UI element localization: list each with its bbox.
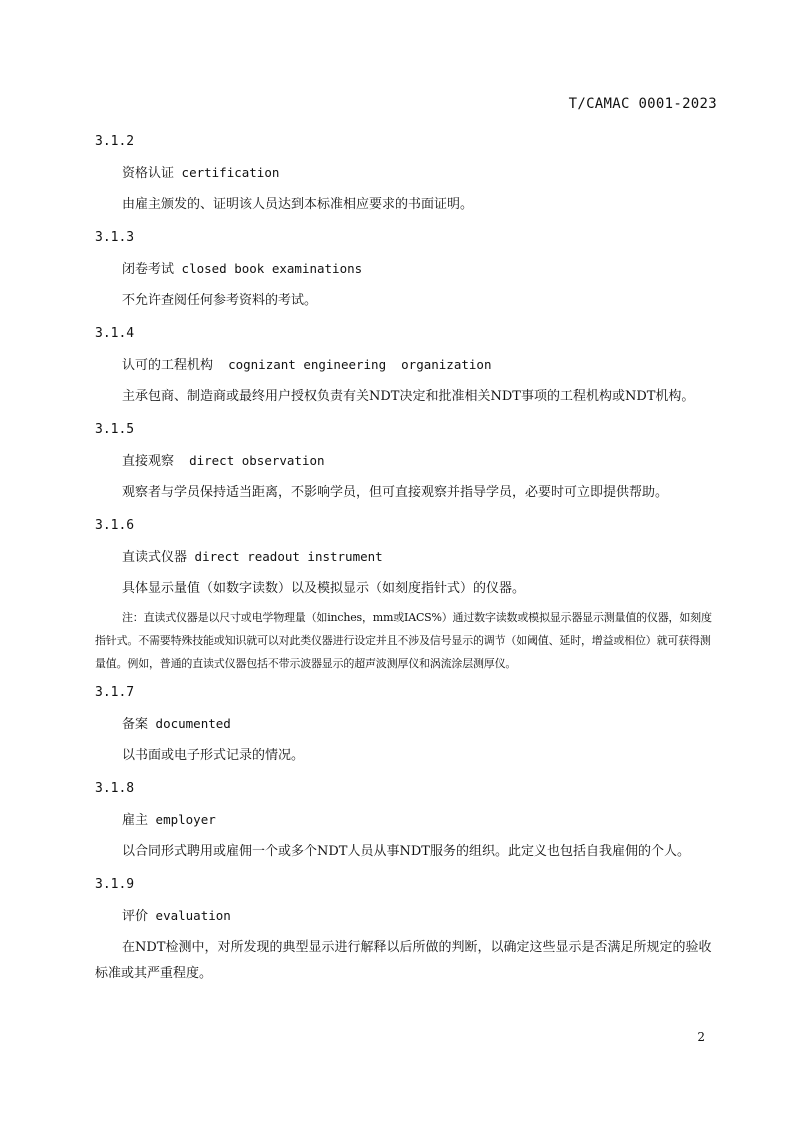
clause-number: 3.1.3 [95, 230, 135, 245]
term-english: direct readout instrument [187, 549, 383, 564]
term-heading [122, 546, 717, 568]
term-english: cognizant engineering organization [213, 357, 492, 372]
term-heading [122, 905, 717, 927]
definition-entry [95, 683, 717, 769]
term-english: certification [174, 165, 280, 180]
clause-number: 3.1.9 [95, 877, 135, 892]
term-definition: 以合同形式聘用或雇佣一个或多个NDT人员从事NDT服务的组织。此定义也包括自我雇佣的个人。 [122, 844, 690, 859]
clause-number: 3.1.8 [95, 781, 135, 796]
term-chinese: 雇主 [122, 813, 149, 828]
definition-entry [95, 779, 717, 865]
term-english: documented [148, 716, 231, 731]
clause-number: 3.1.2 [95, 134, 135, 149]
definitions-section [95, 130, 717, 997]
term-chinese: 资格认证 [122, 166, 175, 181]
term-chinese: 直接观察 [122, 454, 175, 469]
clause-number: 3.1.6 [95, 518, 135, 533]
term-heading [122, 809, 717, 831]
term-definition: 在NDT检测中，对所发现的典型显示进行解释以后所做的判断，以确定这些显示是否满足所规定的验收标准或其严重程度。 [95, 940, 712, 981]
definition-entry [95, 516, 717, 675]
term-chinese: 闭卷考试 [122, 262, 175, 277]
term-definition: 不允许查阅任何参考资料的考试。 [122, 293, 318, 308]
term-heading [122, 450, 717, 472]
term-heading [122, 713, 717, 735]
term-chinese: 认可的工程机构 [122, 358, 214, 373]
term-english: closed book examinations [174, 261, 363, 276]
term-definition: 具体显示量值（如数字读数）以及模拟显示（如刻度指针式）的仪器。 [122, 581, 526, 596]
definition-entry [95, 420, 717, 506]
term-english: direct observation [174, 453, 325, 468]
term-definition: 观察者与学员保持适当距离，不影响学员，但可直接观察并指导学员，必要时可立即提供帮助。 [122, 485, 669, 500]
clause-number: 3.1.7 [95, 685, 135, 700]
term-english: employer [148, 812, 216, 827]
document-id-header: T/CAMAC 0001-2023 [568, 96, 717, 112]
term-heading [122, 162, 717, 184]
term-definition: 以书面或电子形式记录的情况。 [122, 748, 305, 763]
definition-entry [95, 324, 717, 410]
definition-entry [95, 228, 717, 314]
term-chinese: 备案 [122, 717, 149, 732]
page-number: 2 [697, 1030, 705, 1044]
term-definition: 主承包商、制造商或最终用户授权负责有关NDT决定和批准相关NDT事项的工程机构或NDT机构。 [122, 389, 695, 404]
term-definition: 由雇主颁发的、证明该人员达到本标准相应要求的书面证明。 [122, 197, 474, 212]
term-heading [122, 354, 717, 376]
clause-number: 3.1.4 [95, 326, 135, 341]
definition-entry [95, 875, 717, 987]
term-note: 注：直读式仪器是以尺寸或电学物理量（如inches，mm或IACS%）通过数字读数或模拟显示器显示测量值的仪器，如刻度指针式。不需要特殊技能或知识就可以对此类仪器进行设定并且不涉及信号显示的调节（如阈值、延时，增益或相位）就可获得测量值。例如，普通的直读式仪器包括不带示波器显示的超声波测厚仪和涡流涂层测厚仪。 [95, 611, 712, 670]
definition-entry [95, 132, 717, 218]
term-chinese: 评价 [122, 909, 149, 924]
clause-number: 3.1.5 [95, 422, 135, 437]
term-chinese: 直读式仪器 [122, 550, 188, 565]
term-heading [122, 258, 717, 280]
term-english: evaluation [148, 908, 231, 923]
